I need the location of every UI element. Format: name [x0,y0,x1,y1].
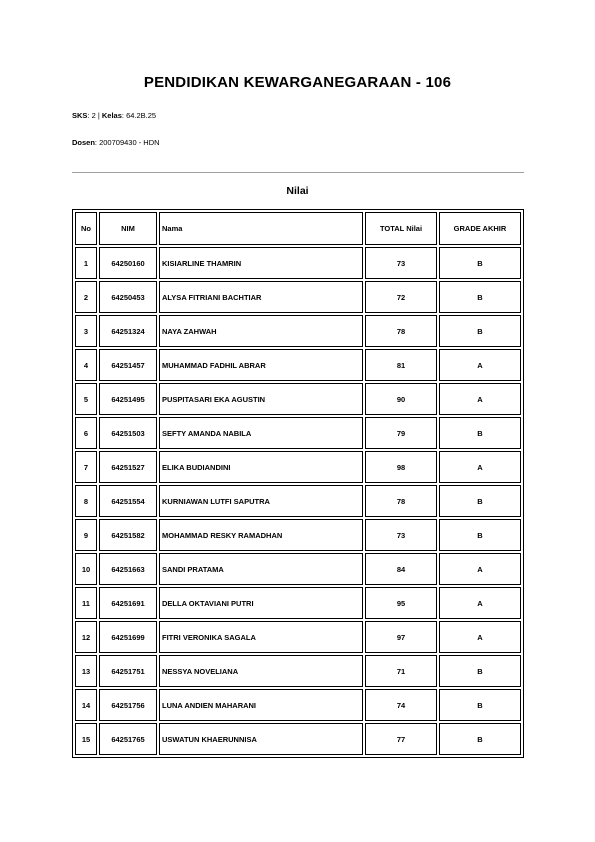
table-row [75,281,521,313]
row-nama: LUNA ANDIEN MAHARANI [159,689,363,721]
table-body [75,247,521,755]
row-grade-akhir: B [439,281,521,313]
row-no: 12 [75,621,97,653]
row-nama: SEFTY AMANDA NABILA [159,417,363,449]
row-nim: 64251582 [99,519,157,551]
row-no: 15 [75,723,97,755]
row-no: 7 [75,451,97,483]
table-row [75,247,521,279]
row-no: 5 [75,383,97,415]
row-total-nilai: 78 [365,485,437,517]
section-title: Nilai [286,185,309,197]
row-total-nilai: 71 [365,655,437,687]
header-nama: Nama [159,212,363,245]
header-grade-akhir: GRADE AKHIR [439,212,521,245]
row-nama: NESSYA NOVELIANA [159,655,363,687]
table-row [75,383,521,415]
divider [72,172,524,173]
row-nim: 64251527 [99,451,157,483]
row-grade-akhir: B [439,315,521,347]
row-grade-akhir: A [439,349,521,381]
row-grade-akhir: B [439,417,521,449]
table-row [75,621,521,653]
row-total-nilai: 72 [365,281,437,313]
row-nim: 64251756 [99,689,157,721]
table-row [75,485,521,517]
row-grade-akhir: B [439,485,521,517]
row-nama: KISIARLINE THAMRIN [159,247,363,279]
row-total-nilai: 81 [365,349,437,381]
table-row [75,349,521,381]
kelas-value: : 64.2B.25 [121,111,157,120]
table-row [75,417,521,449]
row-nama: KURNIAWAN LUTFI SAPUTRA [159,485,363,517]
row-nama: PUSPITASARI EKA AGUSTIN [159,383,363,415]
row-no: 3 [75,315,97,347]
row-total-nilai: 90 [365,383,437,415]
sks-label: SKS [72,111,88,120]
header-no: No [75,212,97,245]
row-nim: 64250453 [99,281,157,313]
row-nama: ALYSA FITRIANI BACHTIAR [159,281,363,313]
row-no: 6 [75,417,97,449]
row-nim: 64251324 [99,315,157,347]
row-no: 10 [75,553,97,585]
row-total-nilai: 79 [365,417,437,449]
course-info [72,111,156,120]
table-row [75,519,521,551]
row-grade-akhir: B [439,655,521,687]
dosen-label: Dosen [72,138,95,147]
row-total-nilai: 74 [365,689,437,721]
table-row [75,689,521,721]
table-header-row [75,212,521,245]
row-no: 9 [75,519,97,551]
table-row [75,723,521,755]
table-row [75,553,521,585]
row-grade-akhir: A [439,587,521,619]
row-nim: 64250160 [99,247,157,279]
row-no: 13 [75,655,97,687]
row-no: 1 [75,247,97,279]
row-nama: ELIKA BUDIANDINI [159,451,363,483]
header-total-nilai: TOTAL Nilai [365,212,437,245]
table-row [75,655,521,687]
row-grade-akhir: A [439,621,521,653]
row-nim: 64251765 [99,723,157,755]
row-grade-akhir: B [439,723,521,755]
row-grade-akhir: B [439,247,521,279]
row-nama: FITRI VERONIKA SAGALA [159,621,363,653]
row-total-nilai: 78 [365,315,437,347]
row-nim: 64251751 [99,655,157,687]
row-no: 2 [75,281,97,313]
page-title: PENDIDIKAN KEWARGANEGARAAN - 106 [143,74,452,91]
row-nama: MOHAMMAD RESKY RAMADHAN [159,519,363,551]
row-nim: 64251495 [99,383,157,415]
row-grade-akhir: A [439,553,521,585]
row-nim: 64251503 [99,417,157,449]
row-grade-akhir: B [439,519,521,551]
row-grade-akhir: A [439,451,521,483]
sks-value: : 2 | [87,111,102,120]
row-total-nilai: 73 [365,247,437,279]
row-nama: SANDI PRATAMA [159,553,363,585]
dosen-value: : 200709430 - HDN [94,138,160,147]
row-nim: 64251554 [99,485,157,517]
row-no: 14 [75,689,97,721]
row-total-nilai: 95 [365,587,437,619]
grades-table [72,209,524,758]
row-nama: NAYA ZAHWAH [159,315,363,347]
row-nim: 64251457 [99,349,157,381]
row-nama: MUHAMMAD FADHIL ABRAR [159,349,363,381]
row-no: 4 [75,349,97,381]
table-row [75,587,521,619]
row-nama: USWATUN KHAERUNNISA [159,723,363,755]
table-row [75,315,521,347]
lecturer-info [72,138,160,147]
row-nim: 64251699 [99,621,157,653]
row-no: 11 [75,587,97,619]
kelas-label: Kelas [101,111,122,120]
row-nim: 64251691 [99,587,157,619]
row-nama: DELLA OKTAVIANI PUTRI [159,587,363,619]
row-total-nilai: 98 [365,451,437,483]
row-total-nilai: 97 [365,621,437,653]
row-nim: 64251663 [99,553,157,585]
row-no: 8 [75,485,97,517]
row-grade-akhir: B [439,689,521,721]
row-grade-akhir: A [439,383,521,415]
row-total-nilai: 73 [365,519,437,551]
header-nim: NIM [99,212,157,245]
table-row [75,451,521,483]
row-total-nilai: 77 [365,723,437,755]
row-total-nilai: 84 [365,553,437,585]
